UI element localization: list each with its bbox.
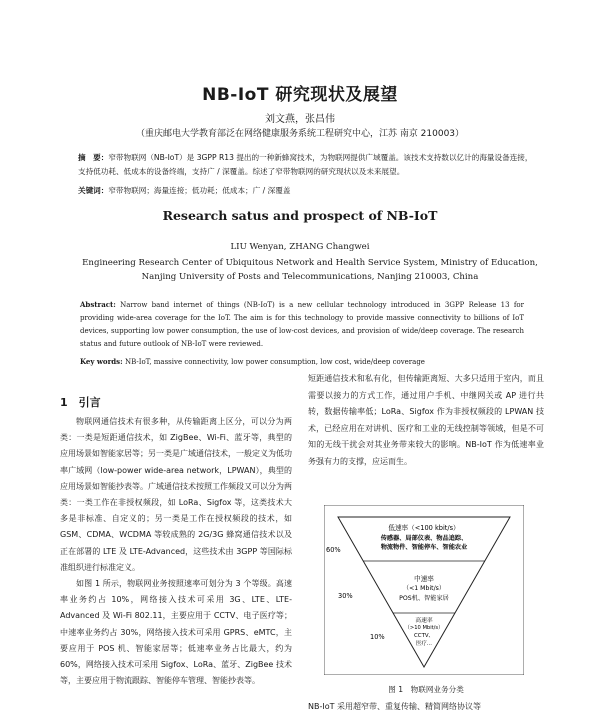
abstract-cn-label: 摘 要： [78, 153, 109, 162]
diagram-high-speed-apps-2: 医疗... [416, 641, 432, 647]
affiliation-cn: （重庆邮电大学教育部泛在网络健康服务系统工程研究中心，江苏 南京 210003） [135, 129, 465, 139]
affiliation-en: Engineering Research Center of Ubiquitous Network and Health Service System, Ministry of Education, Nanjing University of Posts and Telecommunications, Nanjing 210003, China [82, 258, 538, 282]
abstract-en-text: Narrow band internet of things (NB-IoT) is a new cellular technology introduced in 3GPP Release 13 for providing wide-area coverage for the IoT. The aim is for this technology to provide massive connectivity to billions of IoT devices, supporting low power consumption, the use of low-cost devices, and provision of wide/deep coverage. The research status and future outlook of NB-IoT were reviewed. [80, 301, 524, 348]
diagram-mid-speed-rate: 中速率 [414, 575, 434, 583]
paper-title-en: Research satus and prospect of NB-IoT [162, 208, 438, 223]
keywords-en [80, 356, 524, 368]
diagram-low-speed-rate: 低速率（<100 kbit/s） [388, 524, 460, 532]
figure-caption: 图 1 物联网业务分类 [388, 685, 464, 694]
keywords-en-label: Key words: [80, 357, 123, 366]
diagram-low-speed-apps-1: 传感器、局部仪表、物品追踪、 [380, 535, 468, 542]
abstract-cn [78, 151, 538, 178]
diagram-high-speed-rate: 高速率 [415, 618, 433, 624]
left-column [60, 414, 292, 689]
authors-en: LIU Wenyan, ZHANG Changwei [230, 242, 370, 252]
abstract-cn-text: 窄带物联网（NB-IoT）是 3GPP R13 提出的一种新蜂窝技术，为物联网提供广域覆盖。该技术支持数以亿计的海量设备连接，支持低功耗、低成本的设备终端，支持广 / 深覆盖。综述了窄带物联网的研究现状以及未来展望。 [78, 153, 533, 176]
authors-cn: 刘文燕，张昌伟 [265, 114, 335, 125]
diagram-60-percent: 60% [326, 546, 341, 554]
right-column-bottom: NB-IoT 采用超窄带、重复传输、精简网络协议等 [308, 702, 482, 711]
keywords-en-text: NB-IoT, massive connectivity, low power consumption, low cost, wide/deep coverage [124, 358, 425, 366]
service-pyramid-diagram [324, 505, 524, 675]
left-paragraph-2: 如图 1 所示，物联网业务按照速率可划分为 3 个等级。高速率业务约占 10%，网络接入技术可采用 3G、LTE、LTE-Advanced 及 Wi-Fi 802.11，主要应用于 CCTV、电子医疗等；中速率业务约占 30%，网络接入技术可采用 GPRS、eMTC，主要应用于 POS 机、智能家居等；低速率业务占比最大，约为 60%，网络接入技术可采用 Sigfox、LoRa、蓝牙、ZigBee 技术等，主要应用于物流跟踪、智能停车管理、智能抄表等。 [60, 579, 292, 686]
diagram-high-speed-apps-1: CCTV、 [414, 633, 434, 639]
diagram-low-speed-apps-2: 物流物件、智能停车、智能农业 [380, 544, 468, 551]
keywords-cn [78, 185, 538, 197]
paper-title-cn: NB-IoT 研究现状及展望 [202, 85, 398, 105]
diagram-10-percent: 10% [370, 633, 385, 641]
abstract-en-label: Abstract: [80, 300, 116, 309]
diagram-mid-speed-rate-2: （<1 Mbit/s） [402, 585, 446, 592]
abstract-en [80, 298, 524, 351]
keywords-cn-label: 关键词： [78, 186, 109, 195]
section-heading: 1 引言 [60, 396, 101, 409]
diagram-high-speed-rate-2: （>10 Mbit/s） [404, 625, 444, 631]
keywords-cn-text: 窄带物联网；海量连接；低功耗；低成本；广 / 深覆盖 [108, 186, 291, 195]
diagram-30-percent: 30% [338, 592, 353, 600]
right-column [308, 371, 544, 471]
diagram-mid-speed-apps: POS机、智能家居 [399, 595, 449, 602]
right-paragraph-1: 短距通信技术和私有化，但传输距离短、大多只适用于室内，而且需要以接力的方式工作，通过用户手机、中继网关或 AP 进行共转，数据传输率低；LoRa、Sigfox 作为非授权频段的 LPWAN 技术，已经应用在对讲机、医疗和工业的无线控制等领域，但是不可知的无线干扰会对其业务带来较大的影响。NB-IoT 作为低速率业务强有力的支撑，应运而生。 [308, 374, 544, 466]
left-paragraph-1: 物联网通信技术有很多种，从传输距离上区分，可以分为两类：一类是短距通信技术，如 ZigBee、Wi-Fi、蓝牙等，典型的应用场景如智能家居等；另一类是广域通信技术，一般定义为低功率广域网（low-power wide-area network，LPWAN），典型的应用场景如智能抄表等。广域通信技术按照工作频段又可以分为两类：一类工作在非授权频段，如 LoRa、Sigfox 等，这类技术大多是非标准、自定义的；另一类是工作在授权频段的技术，如 GSM、CDMA、WCDMA 等较成熟的 2G/3G 蜂窝通信技术以及正在部署的 LTE 及 LTE-Advanced，这些技术由 3GPP 等国际标准组织进行标准定义。 [60, 417, 292, 572]
